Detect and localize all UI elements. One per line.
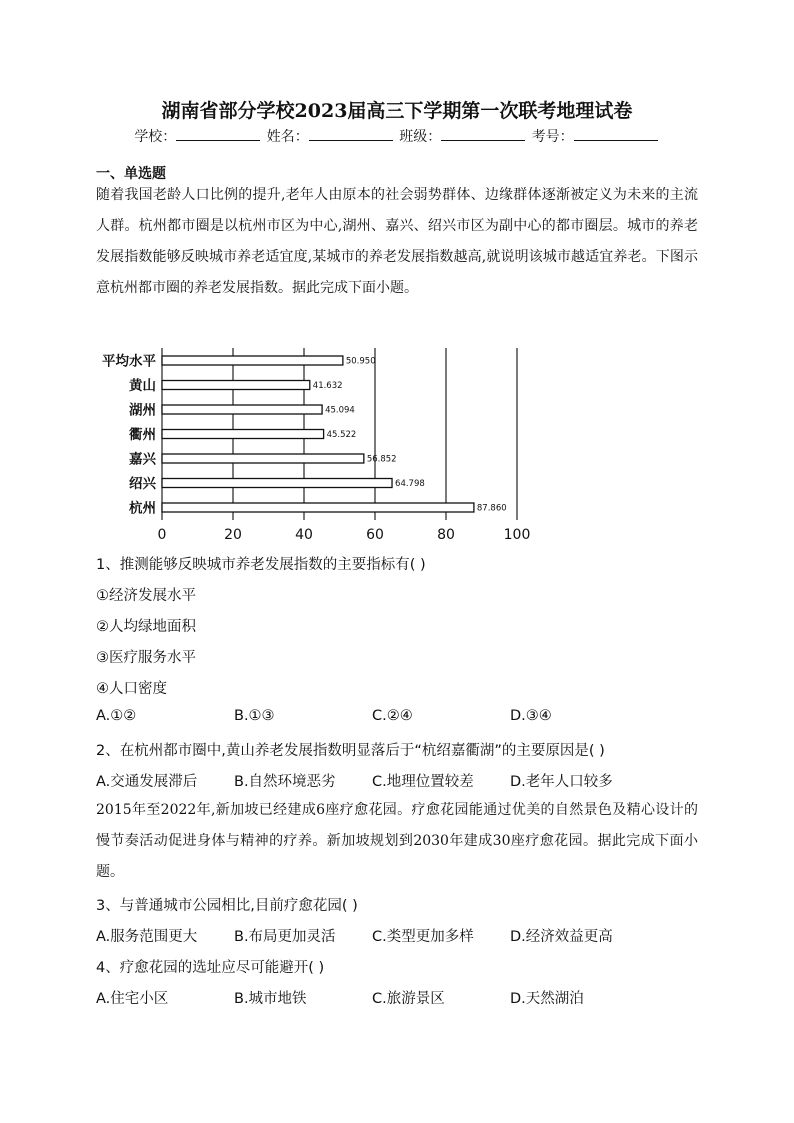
category-label: 黄山	[129, 378, 156, 394]
value-label: 45.522	[326, 430, 357, 440]
q1-option-b[interactable]: B.①③	[234, 708, 275, 724]
q4-option-d[interactable]: D.天然湖泊	[510, 991, 584, 1007]
category-label: 湖州	[129, 402, 156, 419]
q1-option-d[interactable]: D.③④	[510, 708, 552, 724]
q3-stem: 3、与普通城市公园相比,目前疗愈花园( )	[96, 898, 358, 914]
category-label: 嘉兴	[129, 451, 156, 468]
value-label: 50.950	[345, 356, 376, 367]
class-blank[interactable]	[441, 128, 525, 141]
value-label: 41.632	[312, 381, 343, 391]
q2-option-b[interactable]: B.自然环境恶劣	[234, 774, 336, 790]
exam-title: 湖南省部分学校2023届高三下学期第一次联考地理试卷	[161, 100, 633, 122]
tick-label: 0	[157, 527, 167, 543]
bar	[162, 503, 474, 512]
passage-2: 2015年至2022年,新加坡已经建成6座疗愈花园。疗愈花园能通过优美的自然景色及精心设计的慢节奏活动促进身体与精神的疗养。新加坡规划到2030年建成30座疗愈花园。据此完成下面小题。	[96, 802, 698, 880]
school-label: 学校：	[134, 129, 177, 145]
q4-option-a[interactable]: A.住宅小区	[96, 991, 169, 1007]
section-heading: 一、单选题	[96, 166, 166, 182]
school-blank[interactable]	[176, 128, 260, 141]
q4-stem: 4、疗愈花园的选址应尽可能避开( )	[96, 960, 325, 976]
chart-value-labels	[313, 357, 507, 514]
tick-label: 60	[366, 527, 384, 543]
value-label: 45.094	[325, 405, 355, 416]
q2-option-d[interactable]: D.老年人口较多	[510, 774, 613, 790]
chart-bars	[162, 356, 474, 512]
chart-category-labels	[102, 353, 156, 517]
value-label: 87.860	[476, 503, 507, 514]
q2-option-a[interactable]: A.交通发展滞后	[96, 774, 198, 790]
tick-label: 40	[295, 527, 313, 543]
bar	[162, 454, 364, 463]
q1-item-2: ②人均绿地面积	[96, 619, 196, 635]
bar	[162, 405, 322, 414]
passage-1: 随着我国老龄人口比例的提升,老年人由原本的社会弱势群体、边缘群体逐渐被定义为未来的主流人群。杭州都市圈是以杭州市区为中心,湖州、嘉兴、绍兴市区为副中心的都市圈层。城市的养老发展指数能够反映城市养老适宜度,某城市的养老发展指数越高,就说明该城市越适宜养老。下图示意杭州都市圈的养老发展指数。据此完成下面小题。	[96, 187, 698, 296]
tick-label: 100	[503, 527, 531, 543]
number-label: 考号：	[531, 129, 574, 145]
q3-option-c[interactable]: C.类型更加多样	[372, 929, 474, 945]
q1-item-1: ①经济发展水平	[96, 588, 196, 604]
q3-option-d[interactable]: D.经济效益更高	[510, 929, 613, 945]
value-label: 64.798	[395, 479, 425, 489]
q2-option-c[interactable]: C.地理位置较差	[372, 774, 474, 790]
q2-stem: 2、在杭州都市圈中,黄山养老发展指数明显落后于“杭绍嘉衢湖”的主要原因是( )	[96, 743, 605, 759]
category-label: 衢州	[129, 427, 156, 443]
chart-tick-labels	[158, 527, 531, 543]
q1-item-3: ③医疗服务水平	[96, 650, 196, 666]
class-label: 班级：	[399, 129, 442, 145]
q4-option-c[interactable]: C.旅游景区	[372, 991, 445, 1007]
bar	[162, 381, 310, 390]
q3-option-a[interactable]: A.服务范围更大	[96, 929, 198, 945]
name-label: 姓名：	[266, 129, 309, 145]
q1-stem: 1、推测能够反映城市养老发展指数的主要指标有( )	[96, 557, 426, 573]
q3-option-b[interactable]: B.布局更加灵活	[234, 929, 336, 945]
student-info-row	[0, 126, 794, 146]
number-blank[interactable]	[574, 128, 658, 141]
bar	[162, 430, 324, 439]
value-label: 56.852	[366, 454, 397, 465]
bar	[162, 479, 392, 488]
category-label: 杭州	[129, 500, 156, 517]
q1-item-4: ④人口密度	[96, 681, 167, 697]
q4-option-b[interactable]: B.城市地铁	[234, 991, 307, 1007]
q1-option-c[interactable]: C.②④	[372, 708, 413, 724]
bar-chart	[92, 344, 542, 544]
category-label: 平均水平	[102, 353, 156, 370]
tick-label: 80	[437, 527, 455, 543]
q1-option-a[interactable]: A.①②	[96, 708, 137, 724]
tick-label: 20	[224, 527, 242, 543]
category-label: 绍兴	[129, 476, 156, 492]
bar	[162, 356, 343, 365]
name-blank[interactable]	[309, 128, 393, 141]
